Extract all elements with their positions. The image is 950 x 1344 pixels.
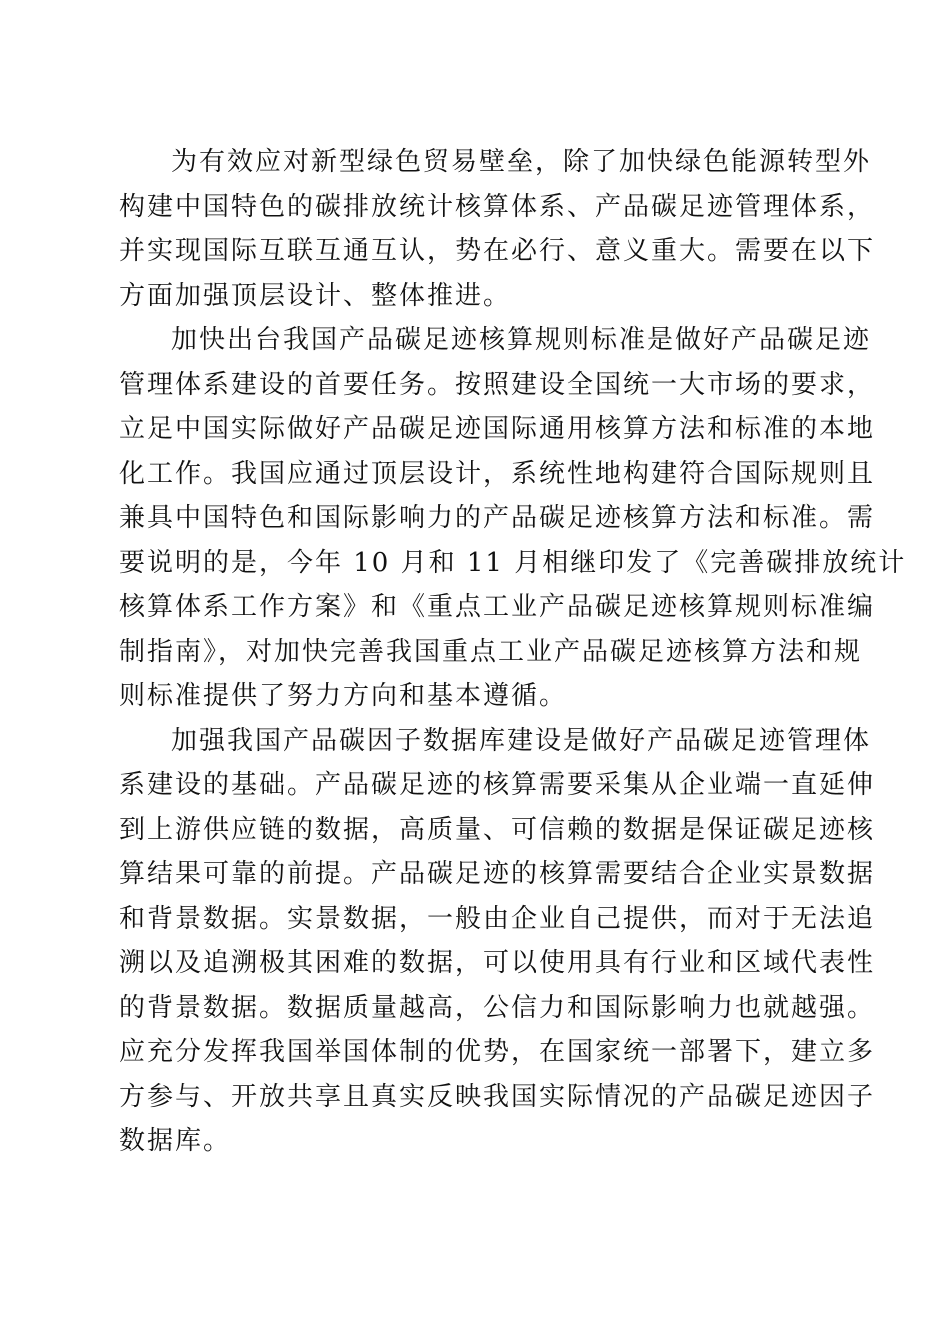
- paragraph-line: 为有效应对新型绿色贸易壁垒，除了加快绿色能源转型外: [171, 147, 872, 177]
- paragraph-line: 数据库。: [119, 1126, 232, 1156]
- paragraph-3: [119, 719, 876, 1164]
- paragraph-line: 的背景数据。数据质量越高，公信力和国际影响力也就越强。: [119, 992, 876, 1023]
- paragraph-line: 制指南》，对加快完善我国重点工业产品碳足迹核算方法和规: [119, 636, 863, 667]
- paragraph-line: 加快出台我国产品碳足迹核算规则标准是做好产品碳足迹: [171, 325, 872, 355]
- paragraph-line: 并实现国际互联互通互认，势在必行、意义重大。需要在以下: [119, 236, 876, 266]
- paragraph-line: 化工作。我国应通过顶层设计，系统性地构建符合国际规则且: [119, 458, 876, 489]
- paragraph-2: [119, 318, 907, 719]
- paragraph-line: 和背景数据。实景数据，一般由企业自己提供，而对于无法追: [119, 903, 876, 934]
- paragraph-line: 到上游供应链的数据，高质量、可信赖的数据是保证碳足迹核: [119, 814, 876, 845]
- paragraph-1: [119, 140, 876, 318]
- paragraph-line: 溯以及追溯极其困难的数据，可以使用具有行业和区域代表性: [119, 948, 876, 978]
- paragraph-line: 构建中国特色的碳排放统计核算体系、产品碳足迹管理体系，: [119, 191, 876, 222]
- paragraph-line: 算结果可靠的前提。产品碳足迹的核算需要结合企业实景数据: [119, 859, 876, 889]
- paragraph-line: 方面加强顶层设计、整体推进。: [119, 280, 512, 311]
- paragraph-line: 系建设的基础。产品碳足迹的核算需要采集从企业端一直延伸: [119, 770, 876, 800]
- paragraph-line: 兼具中国特色和国际影响力的产品碳足迹核算方法和标准。需: [119, 503, 876, 533]
- paragraph-line: 立足中国实际做好产品碳足迹国际通用核算方法和标准的本地: [119, 414, 876, 444]
- paragraph-line: 核算体系工作方案》和《重点工业产品碳足迹核算规则标准编: [119, 592, 876, 622]
- paragraph-line: 则标准提供了努力方向和基本遵循。: [119, 681, 568, 711]
- paragraph-line: 管理体系建设的首要任务。按照建设全国统一大市场的要求，: [119, 369, 876, 400]
- paragraph-line: 要说明的是，今年 10 月和 11 月相继印发了《完善碳排放统计: [119, 547, 907, 578]
- paragraph-line: 方参与、开放共享且真实反映我国实际情况的产品碳足迹因子: [119, 1081, 876, 1112]
- paragraph-line: 应充分发挥我国举国体制的优势，在国家统一部署下，建立多: [119, 1037, 876, 1067]
- paragraph-line: 加强我国产品碳因子数据库建设是做好产品碳足迹管理体: [171, 725, 872, 756]
- document-body: [119, 140, 907, 1164]
